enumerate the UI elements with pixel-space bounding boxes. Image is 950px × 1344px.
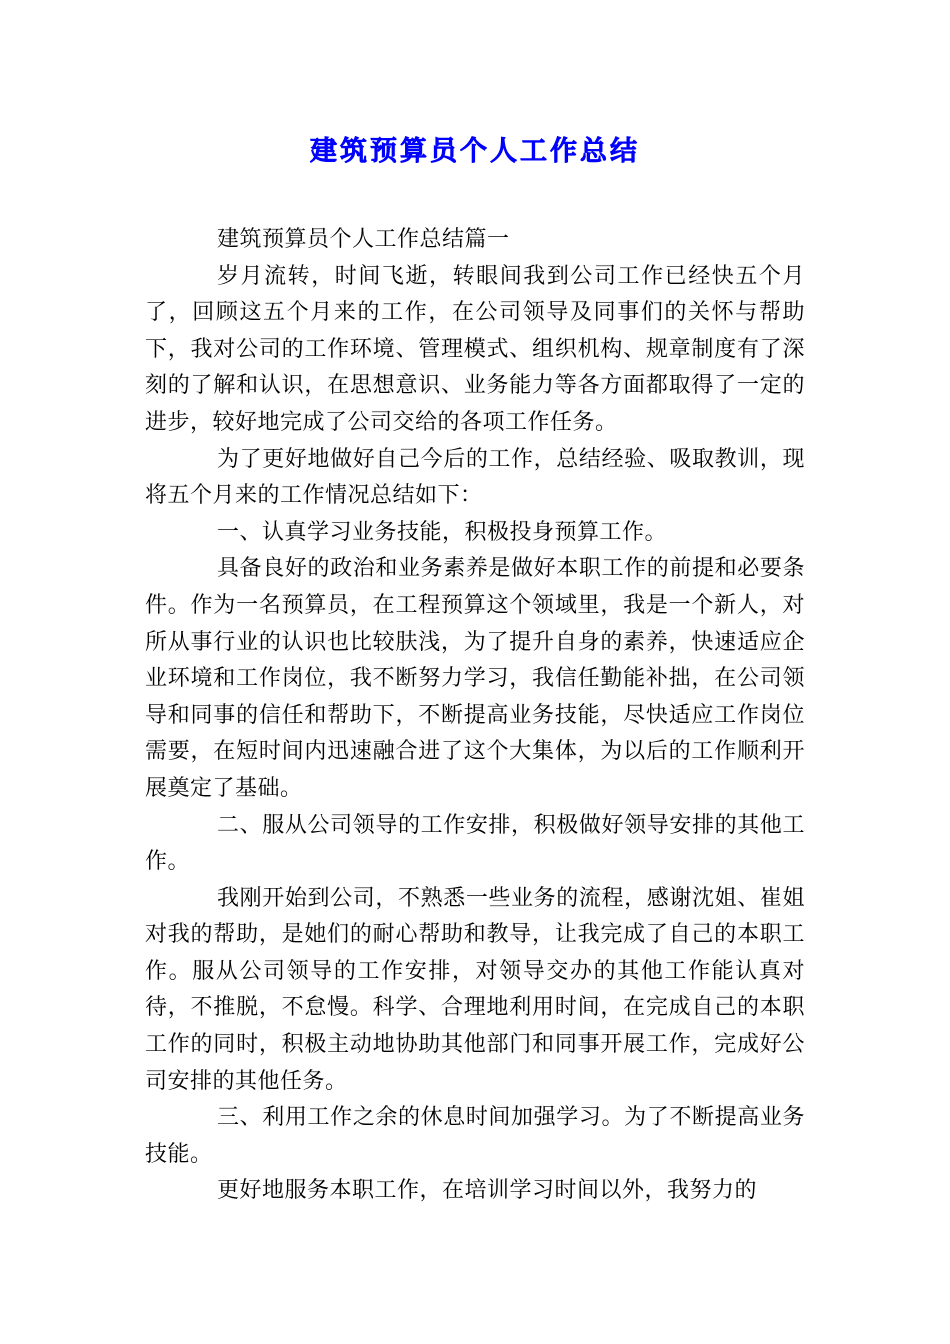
- document-title: 建筑预算员个人工作总结: [310, 136, 640, 167]
- section-heading: 建筑预算员个人工作总结篇一: [217, 227, 510, 252]
- document-body: [145, 222, 805, 1210]
- paragraph: 岁月流转，时间飞逝，转眼间我到公司工作已经快五个月了，回顾这五个月来的工作，在公司领导及同事们的关怀与帮助下，我对公司的工作环境、管理模式、组织机构、规章制度有了深刻的了解和认识，在思想意识、业务能力等各方面都取得了一定的进步，较好地完成了公司交给的各项工作任务。: [145, 263, 805, 435]
- paragraph: 具备良好的政治和业务素养是做好本职工作的前提和必要条件。作为一名预算员，在工程预算这个领域里，我是一个新人，对所从事行业的认识也比较肤浅，为了提升自身的素养，快速适应企业环境和工作岗位，我不断努力学习，我信任勤能补拙，在公司领导和同事的信任和帮助下，不断提高业务技能，尽快适应工作岗位需要，在短时间内迅速融合进了这个大集体，为以后的工作顺利开展奠定了基础。: [145, 556, 805, 801]
- paragraph: 三、利用工作之余的休息时间加强学习。为了不断提高业务技能。: [145, 1105, 805, 1167]
- paragraph: 我刚开始到公司，不熟悉一些业务的流程，感谢沈姐、崔姐对我的帮助，是她们的耐心帮助和教导，让我完成了自己的本职工作。服从公司领导的工作安排，对领导交办的其他工作能认真对待，不推脱，不怠慢。科学、合理地利用时间，在完成自己的本职工作的同时，积极主动地协助其他部门和同事开展工作，完成好公司安排的其他任务。: [145, 885, 805, 1094]
- paragraph: 为了更好地做好自己今后的工作，总结经验、吸取教训，现将五个月来的工作情况总结如下：: [145, 446, 805, 509]
- paragraph: 更好地服务本职工作，在培训学习时间以外，我努力的: [217, 1178, 758, 1204]
- paragraph: 一、认真学习业务技能，积极投身预算工作。: [217, 519, 668, 545]
- paragraph: 二、服从公司领导的工作安排，积极做好领导安排的其他工作。: [145, 812, 805, 875]
